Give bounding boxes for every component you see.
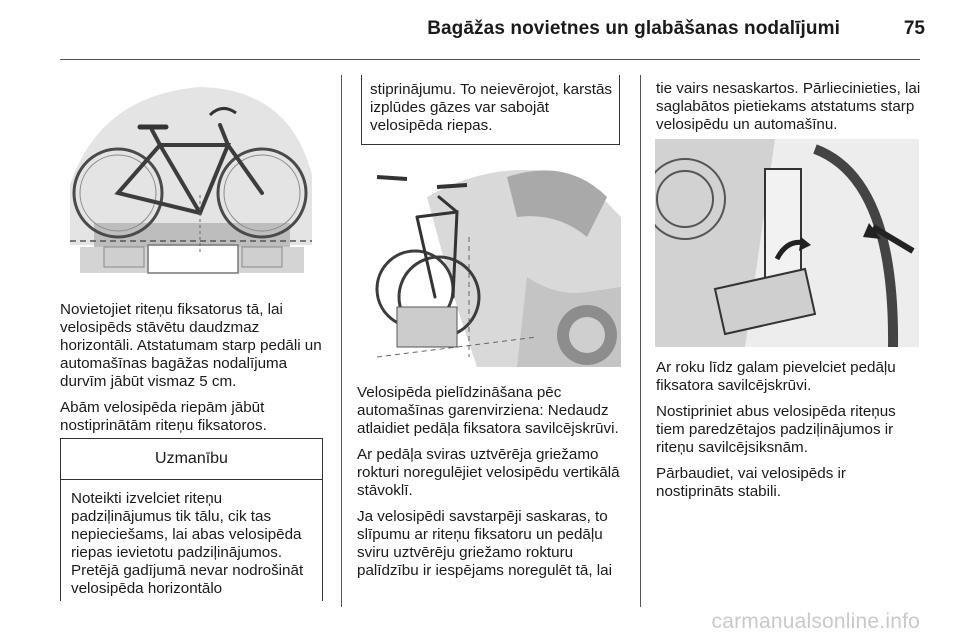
warning-box — [60, 438, 323, 601]
column3-text — [656, 359, 926, 509]
column3-intro — [656, 80, 926, 142]
column-divider-1 — [341, 75, 342, 607]
paragraph: Abām velosipēda riepām jābūt nostiprinātām riteņu fiksatoros. — [60, 399, 267, 434]
warning-heading: Uzmanību — [61, 439, 322, 480]
column1-text — [60, 301, 328, 443]
header-rule — [60, 59, 920, 60]
paragraph: Ar roku līdz galam pievelciet pedāļu fiksatora savilcējskrūvi. — [656, 359, 896, 394]
watermark: carmanualsonline.info — [711, 610, 920, 633]
page-number: 75 — [903, 18, 925, 39]
paragraph: Ar pedāļa sviras uztvērēja griežamo rokturi noregulējiet velosipēdu vertikālā stāvoklī. — [357, 446, 620, 499]
bike-rack-illustration — [60, 75, 322, 287]
warning-box-continued: stiprinājumu. To neievērojot, karstās izplūdes gāzes var sabojāt velosipēda riepas. — [361, 75, 620, 145]
page-title: Bagāžas novietnes un glabāšanas nodalījumi — [427, 18, 840, 39]
column-divider-2 — [640, 75, 641, 607]
warning-body: Noteikti izvelciet riteņu padziļinājumus tik tālu, cik tas nepieciešams, lai abas velosipēda riepas ievietotu padziļinājumos. Pretējā gadījumā nevar nodrošināt velosipēda horizontālo — [71, 490, 304, 597]
pedal-fixing-detail-figure — [655, 139, 919, 347]
column2-text — [357, 384, 629, 588]
rear-bike-carrier-illustration — [357, 157, 621, 367]
rear-bike-carrier-figure — [357, 157, 621, 367]
pedal-fixing-detail-illustration — [655, 139, 919, 347]
paragraph: Ja velosipēdi savstarpēji saskaras, to slīpumu ar riteņu fiksatoru un pedāļu sviru uztvērēju griežamo rokturu palīdzību ir iespējams noregulēt tā, lai — [357, 508, 612, 579]
paragraph: Velosipēda pielīdzināšana pēc automašīnas garenvirziena: Nedaudz atlaidiet pedāļa fiksatora savilcējskrūvi. — [357, 384, 619, 437]
paragraph: Pārbaudiet, vai velosipēds ir nostiprināts stabili. — [656, 465, 846, 500]
paragraph: Nostipriniet abus velosipēda riteņus tiem paredzētajos padziļinājumos ir riteņu savilcējsiksnām. — [656, 403, 896, 456]
paragraph: tie vairs nesaskartos. Pārliecinieties, lai saglabātos pietiekams atstatums starp velosipēdu un automašīnu. — [656, 80, 921, 133]
bike-rack-figure — [60, 75, 322, 287]
paragraph: Novietojiet riteņu fiksatorus tā, lai velosipēds stāvētu daudzmaz horizontāli. Atstatumam starp pedāli un automašīnas bagāžas nodalījuma durvīm jābūt vismaz 5 cm. — [60, 301, 322, 390]
